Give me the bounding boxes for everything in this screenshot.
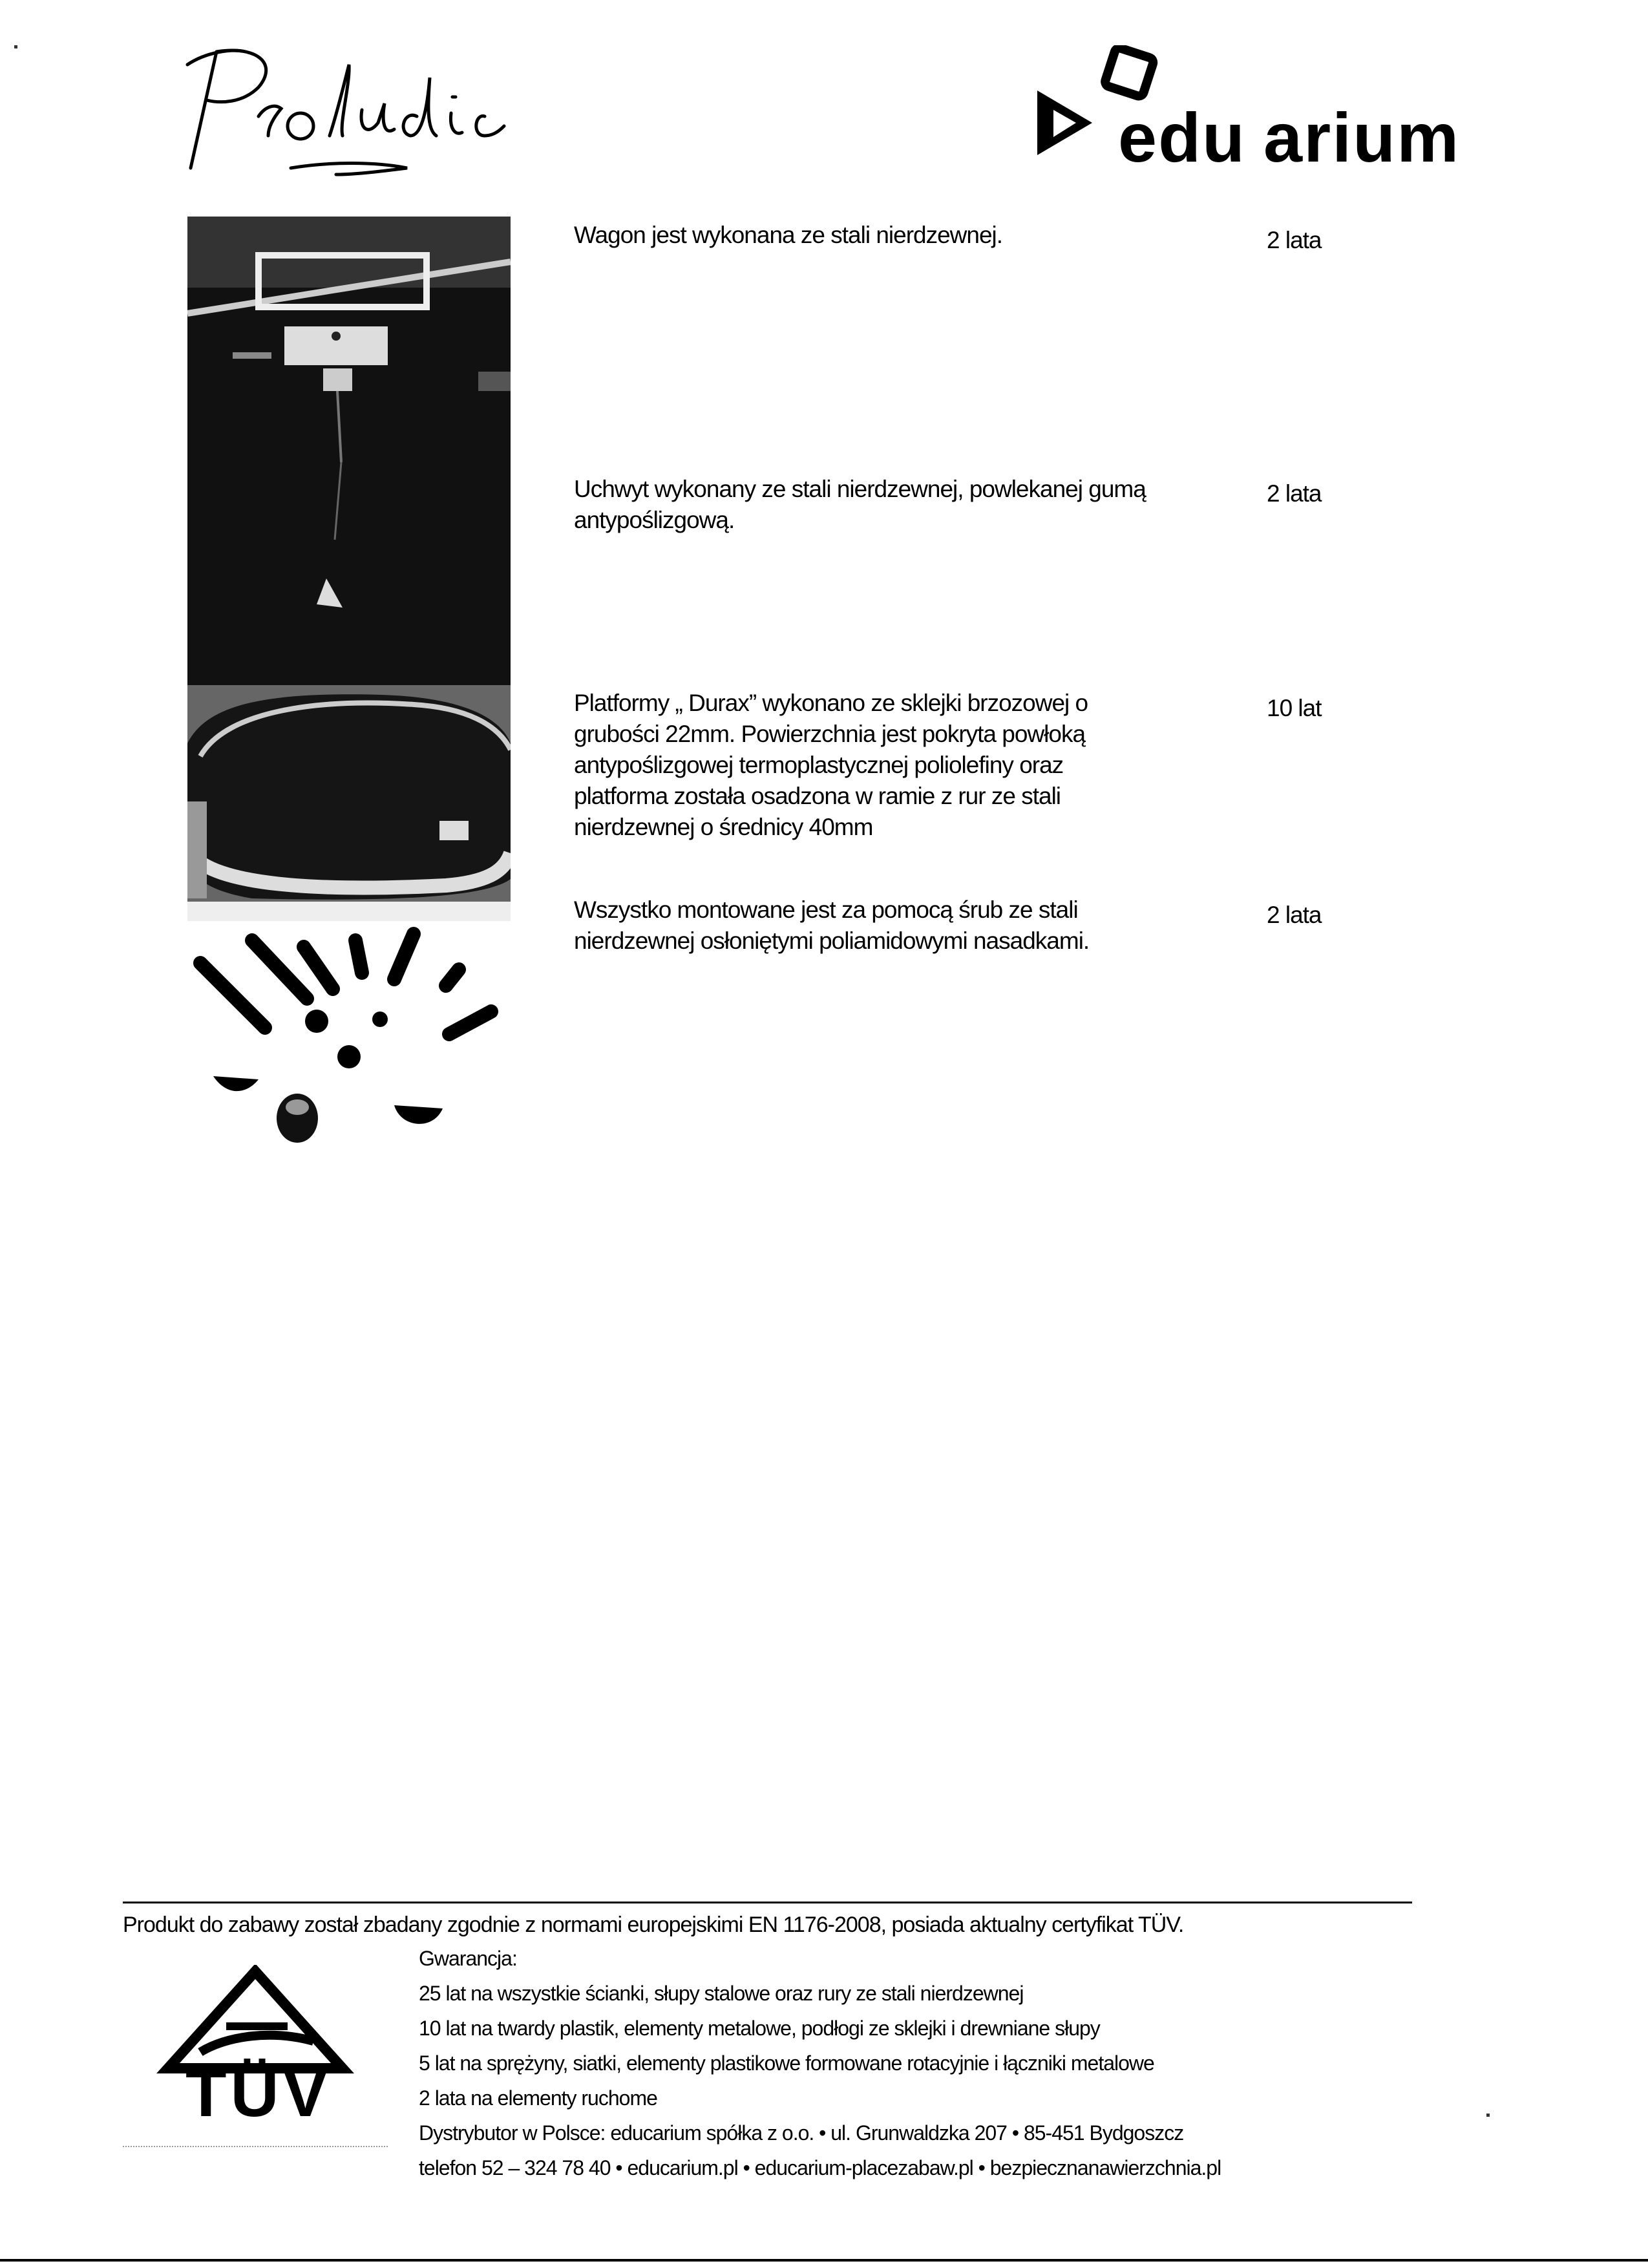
tuv-underline (123, 2146, 388, 2147)
feature-description-handle: Uchwyt wykonany ze stali nierdzewnej, powlekanej gumą antypoślizgową. (574, 476, 1146, 533)
platform-photo-graphic (187, 685, 511, 902)
warranty-block (419, 1941, 1453, 2185)
tuv-logo-text: TÜV (185, 2056, 332, 2131)
warranty-heading: Gwarancja: (419, 1947, 517, 1970)
page-bottom-edge (0, 2259, 1648, 2262)
educarium-logo-text-edu: edu (1118, 98, 1247, 176)
certification-statement: Produkt do zabawy został zbadany zgodnie z normami europejskimi EN 1176-2008, posiada aktualny certyfikat TÜV. (123, 1913, 1184, 1937)
feature-warranty-handle: 2 lata (1267, 480, 1322, 507)
scan-speck (1486, 2114, 1490, 2117)
screws-photo (187, 902, 511, 1147)
distributor-info: Dystrybutor w Polsce: educarium spółka z o.o. • ul. Grunwaldzka 207 • 85-451 Bydgoszcz (419, 2121, 1184, 2145)
proludic-logo-graphic (162, 39, 523, 187)
contact-info: telefon 52 – 324 78 40 • educarium.pl • educarium-placezabaw.pl • bezpiecznanawierzchnia.pl (419, 2156, 1221, 2179)
feature-warranty-wagon: 2 lata (1267, 227, 1322, 253)
feature-description-screws: Wszystko montowane jest za pomocą śrub ze stali nierdzewnej osłoniętymi poliamidowymi nasadkami. (574, 896, 1090, 954)
feature-description-wagon: Wagon jest wykonana ze stali nierdzewnej. (574, 222, 1003, 248)
warranty-line: 25 lat na wszystkie ścianki, słupy stalowe oraz rury ze stali nierdzewnej (419, 1982, 1024, 2005)
feature-warranty-screws: 2 lata (1267, 902, 1322, 928)
feature-description-platform: Platformy „ Durax” wykonano ze sklejki brzozowej o grubości 22mm. Powierzchnia jest pokryta powłoką antypoślizgowej termoplastycznej poliolefiny oraz platforma została osadzona w ramie z rur ze stali nierdzewnej o średnicy 40mm (574, 690, 1088, 840)
feature-warranty-platform: 10 lat (1267, 695, 1322, 721)
proludic-logo (162, 39, 523, 187)
educarium-logo-text-arium: arium (1263, 98, 1461, 176)
scan-speck (14, 45, 17, 48)
footer-divider (123, 1902, 1412, 1903)
warranty-line: 2 lata na elementy ruchome (419, 2086, 657, 2110)
platform-photo (187, 685, 511, 902)
warranty-line: 5 lat na sprężyny, siatki, elementy plastikowe formowane rotacyjnie i łączniki metalowe (419, 2051, 1154, 2075)
screws-photo-graphic (187, 902, 511, 1147)
wagon-photo (187, 217, 511, 688)
educarium-logo (1028, 45, 1480, 175)
warranty-line: 10 lat na twardy plastik, elementy metalowe, podłogi ze sklejki i drewniane słupy (419, 2017, 1100, 2040)
wagon-photo-graphic (187, 217, 511, 688)
